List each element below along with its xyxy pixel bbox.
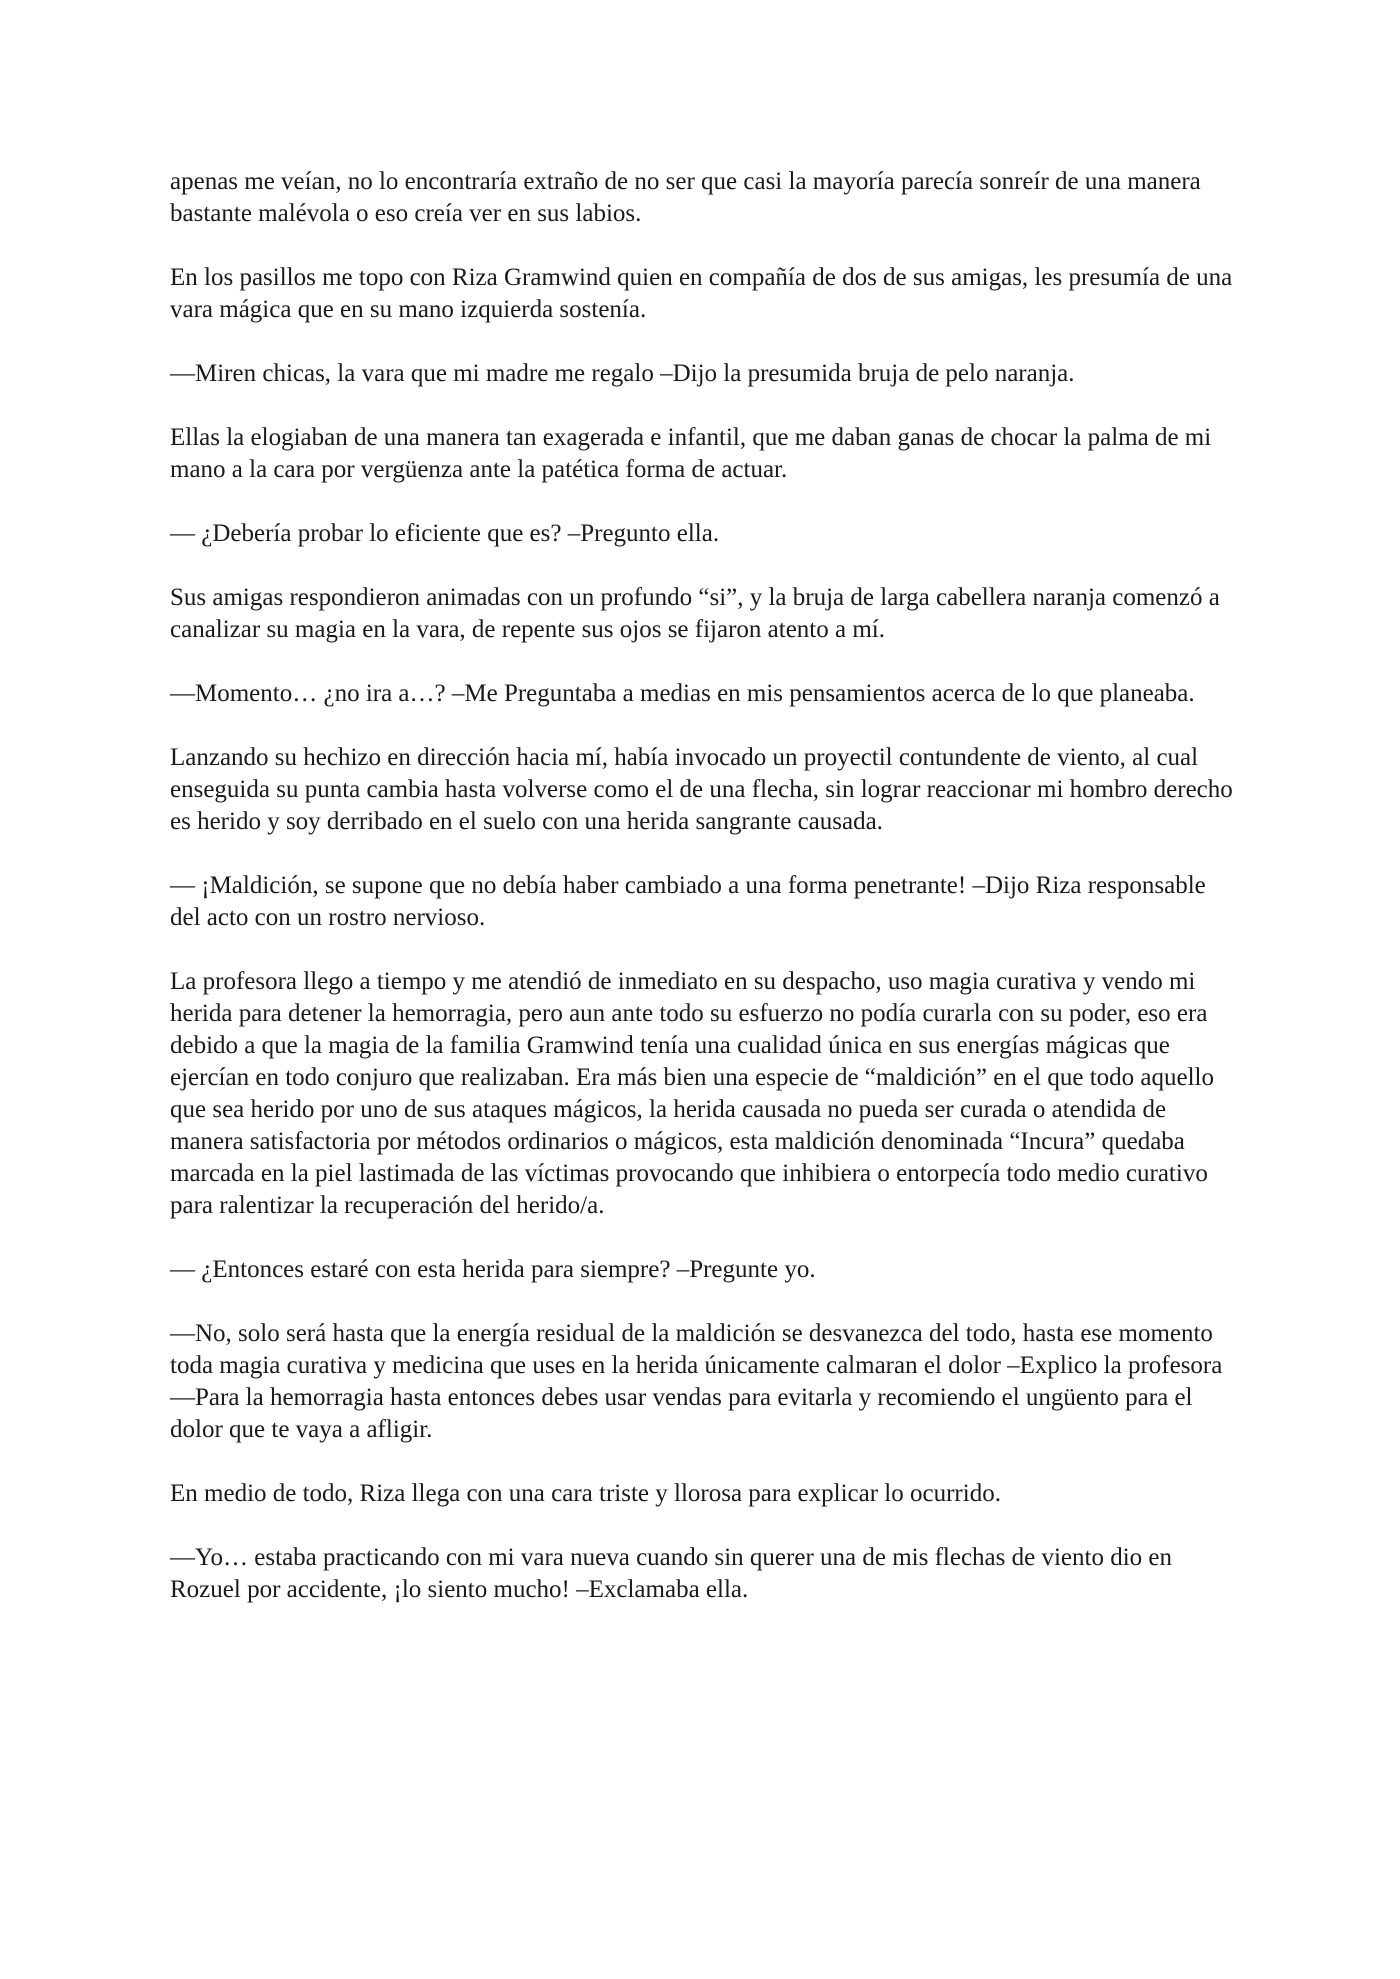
paragraph: — ¿Entonces estaré con esta herida para siempre? –Pregunte yo. [170,1256,816,1283]
paragraph: —Yo… estaba practicando con mi vara nueva cuando sin querer una de mis flechas de viento dio en Rozuel por accidente, ¡lo siento mucho! –Exclamaba ella. [170,1544,1173,1603]
paragraph: — ¡Maldición, se supone que no debía haber cambiado a una forma penetrante! –Dijo Riza responsable del acto con un rostro nervioso. [170,872,1206,931]
paragraph: — ¿Debería probar lo eficiente que es? –Pregunto ella. [170,520,720,547]
paragraph: En medio de todo, Riza llega con una cara triste y llorosa para explicar lo ocurrido. [170,1480,1001,1507]
paragraph: Ellas la elogiaban de una manera tan exagerada e infantil, que me daban ganas de chocar la palma de mi mano a la cara por vergüenza ante la patética forma de actuar. [170,424,1212,483]
paragraph: —Miren chicas, la vara que mi madre me regalo –Dijo la presumida bruja de pelo naranja. [170,360,1075,387]
paragraph: —No, solo será hasta que la energía residual de la maldición se desvanezca del todo, hasta ese momento toda magia curativa y medicina que uses en la herida únicamente calmaran el dolor –Explico la profesora —Para la hemorragia hasta entonces debes usar vendas para evitarla y recomiendo el ungüento para el dolor que te vaya a afligir. [170,1320,1223,1443]
paragraph: En los pasillos me topo con Riza Gramwind quien en compañía de dos de sus amigas, les presumía de una vara mágica que en su mano izquierda sostenía. [170,264,1233,323]
paragraph: Sus amigas respondieron animadas con un profundo “si”, y la bruja de larga cabellera naranja comenzó a canalizar su magia en la vara, de repente sus ojos se fijaron atento a mí. [170,584,1220,643]
paragraph: Lanzando su hechizo en dirección hacia mí, había invocado un proyectil contundente de viento, al cual enseguida su punta cambia hasta volverse como el de una flecha, sin lograr reaccionar mi hombro derecho es herido y soy derribado en el suelo con una herida sangrante causada. [170,744,1233,835]
paragraph: —Momento… ¿no ira a…? –Me Preguntaba a medias en mis pensamientos acerca de lo que planeaba. [170,680,1195,707]
body-text [170,166,1242,1638]
paragraph: apenas me veían, no lo encontraría extraño de no ser que casi la mayoría parecía sonreír de una manera bastante malévola o eso creía ver en sus labios. [170,168,1201,227]
paragraph: La profesora llego a tiempo y me atendió de inmediato en su despacho, uso magia curativa y vendo mi herida para detener la hemorragia, pero aun ante todo su esfuerzo no podía curarla con su poder, eso era debido a que la magia de la familia Gramwind tenía una cualidad única en sus energías mágicas que ejercían en todo conjuro que realizaban. Era más bien una especie de “maldición” en el que todo aquello que sea herido por uno de sus ataques mágicos, la herida causada no pueda ser curada o atendida de manera satisfactoria por métodos ordinarios o mágicos, esta maldición denominada “Incura” quedaba marcada en la piel lastimada de las víctimas provocando que inhibiera o entorpecía todo medio curativo para ralentizar la recuperación del herido/a. [170,968,1214,1219]
